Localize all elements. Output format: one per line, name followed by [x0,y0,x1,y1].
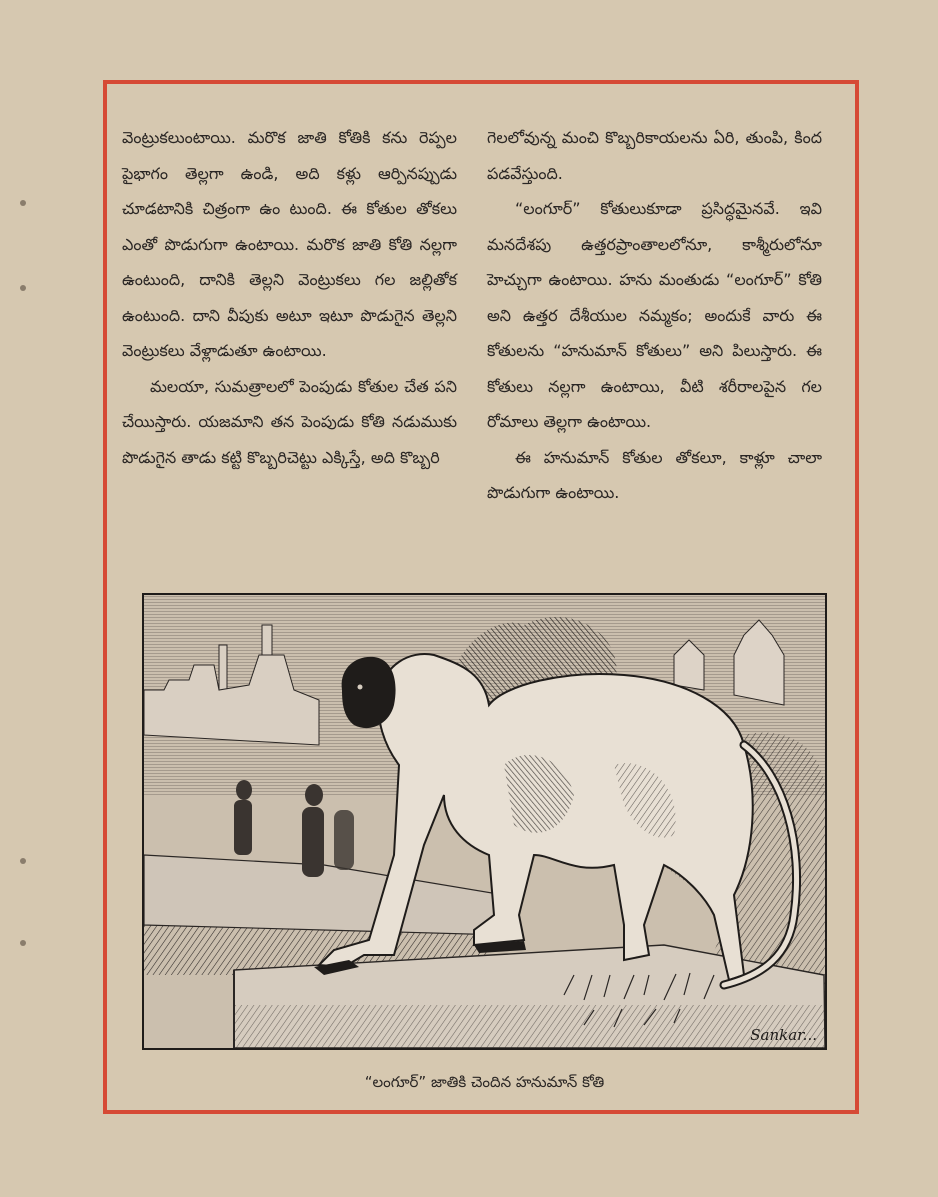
right-paragraph-1: గెలలోవున్న మంచి కొబ్బరికాయలను ఏరి, తుంపి, కింద పడవేస్తుంది. [487,128,822,183]
langur-drawing [144,595,825,1048]
figure-caption: “లంగూర్” జాతికి చెందిన హనుమాన్ కోతి [364,1073,605,1091]
right-paragraph-3: ఈ హనుమాన్ కోతుల తోకలూ, కాళ్లూ చాలా పొడుగుగా ఉంటాయి. [487,447,822,502]
binding-holes [20,0,34,1197]
artist-signature: Sankar... [750,1026,817,1044]
right-column [487,120,822,511]
left-paragraph-2: మలయా, సుమత్రాలలో పెంపుడు కోతుల చేత పని చేయిస్తారు. యజమాని తన పెంపుడు కోతి నడుముకు పొడుగైన తాడు కట్టి కొబ్బరిచెట్టు ఎక్కిస్తే, అది కొబ్బరి [122,376,457,467]
right-paragraph-2: “లంగూర్” కోతులుకూడా ప్రసిద్ధమైనవే. ఇవి మనదేశపు ఉత్తరప్రాంతాలలోనూ, కాశ్మీరులోనూ హెచ్చుగా ఉంటాయి. హను మంతుడు “లంగూర్” కోతి అని ఉత్తర దేశీయుల నమ్మకం; అందుకే వారు ఈ కోతులను “హనుమాన్ కోతులు” అని పిలుస్తారు. ఈ కోతులు నల్లగా ఉంటాయి, వీటి శరీరాలపైన గల రోమాలు తెల్లగా ఉంటాయి. [487,199,822,431]
left-paragraph-1: వెంట్రుకలుంటాయి. మరొక జాతి కోతికి కను రెప్పల పైభాగం తెల్లగా ఉండి, అది కళ్లు ఆర్పినప్పుడు చూడటానికి చిత్రంగా ఉం టుంది. ఈ కోతుల తోకలు ఎంతో పొడుగుగా ఉంటాయి. మరొక జాతి కోతి నల్లగా ఉంటుంది, దానికి తెల్లని వెంట్రుకలు గల జల్లితోక ఉంటుంది. దాని వీపుకు అటూ ఇటూ పొడుగైన తెల్లని వెంట్రుకలు వేళ్లాడుతూ ఉంటాయి. [122,128,457,360]
langur-illustration [142,593,827,1050]
left-column [122,120,457,475]
